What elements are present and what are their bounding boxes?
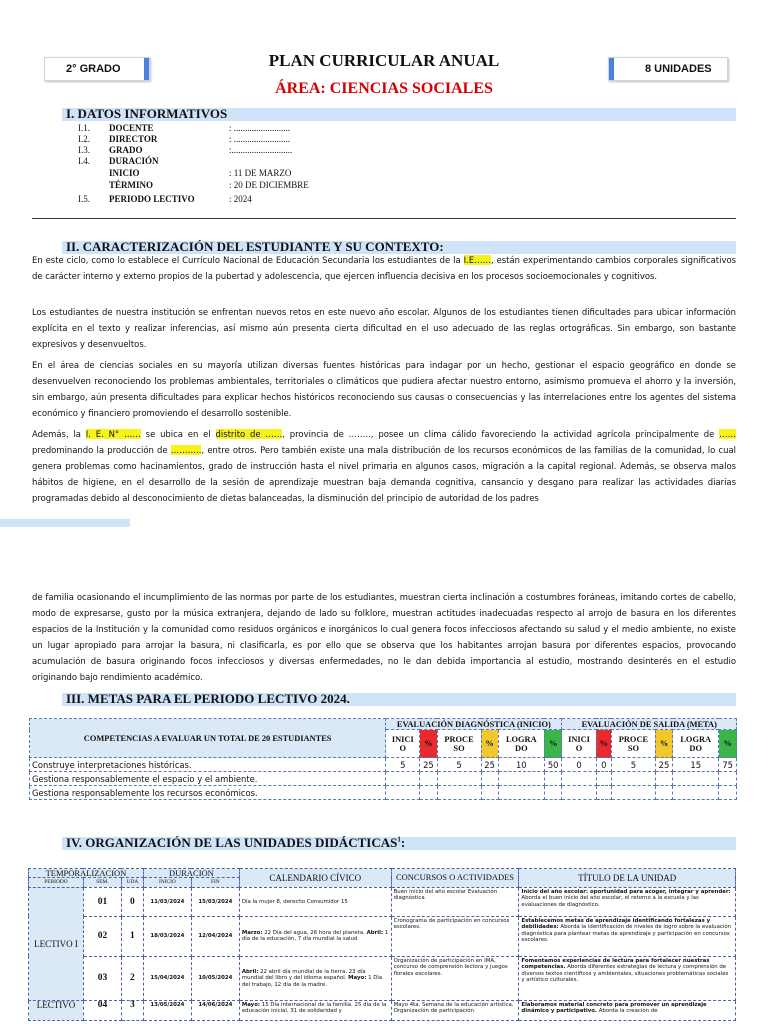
concurso-cell: Cronograma de participación en concursos escolares.: [391, 916, 519, 956]
periodo-cell: LECTIVO I: [29, 887, 84, 1000]
page-break-marker: [0, 519, 130, 527]
units-label: 8 UNIDADES: [645, 63, 712, 75]
sem-cell: 01: [83, 887, 121, 916]
value-cell: 5: [437, 758, 481, 772]
divider-line: [32, 218, 736, 219]
metas-sub-header: %: [596, 730, 611, 758]
titulo-cell: Establecemos metas de aprendizaje identificando fortalezas y debilidades: Aborda la identificación de niveles de logro sobre la evaluación diagnóstica para plantear metas de aprendizaje y participación en concursos escolares.: [519, 916, 736, 956]
metas-sub-header: %: [481, 730, 498, 758]
datos-label: TÉRMINO: [109, 180, 154, 190]
datos-row: I.5.: [78, 194, 90, 204]
titulo-cell: Fomentamos experiencias de lectura para fortalecer nuestras competencias. Aborda diferentes estrategias de lectura y comprensión de diversos textos científicos y ambientales, situaciones problemáticas sociales y artístico culturales.: [519, 956, 736, 1000]
metas-sub-header: PROCE SO: [611, 730, 655, 758]
highlight-distrito: distrito de ……: [215, 429, 283, 439]
unidades-table: [28, 868, 736, 1021]
header-concursos: CONCURSOS O ACTIVIDADES: [391, 869, 519, 888]
datos-label: DOCENTE: [109, 123, 154, 133]
paragraph-5: de familia ocasionando el incumplimiento de las normas por parte de los estudiantes, muestran cierta inclinación a costumbres foráneas, imitando cortes de cabello, modo de expresarse, gusto por la música extranjera, dejando de lado su folklore, muestran actitudes inadecuadas respecto al arrojo de basura en los diferentes espacios de la Institución y la comunidad como residuos orgánicos e inorgánicos lo cual genera focos infecciosos afectando su salud y el medio ambiente, no existe un lugar apropiado para arrojar la basura, ni clasificarla, es por ello que se observa que los habitantes arrojan basura por diferentes espacios, provocando acumulación de basura originando focos infecciosos y diversas enfermedades, no le dan debida importancia al estudio, mostrando desinterés en el estudio originando bajo rendimiento académico.: [32, 592, 736, 682]
datos-value: : .........................: [229, 134, 291, 144]
metas-header-salida: EVALUACIÓN DE SALIDA (META): [562, 719, 737, 730]
value-cell: 75: [719, 758, 737, 772]
datos-value: : .........................: [229, 123, 291, 133]
inicio-cell: 18/03/2024: [143, 916, 191, 956]
section-heading-datos: I. DATOS INFORMATIVOS: [66, 106, 228, 121]
value-cell: 25: [655, 758, 672, 772]
fin-cell: 10/05/2024: [191, 956, 239, 1000]
metas-sub-header: LOGRA DO: [673, 730, 719, 758]
datos-label: INICIO: [109, 168, 140, 178]
sem-cell: 02: [83, 916, 121, 956]
metas-sub-header: PROCE SO: [437, 730, 481, 758]
metas-sub-header: %: [655, 730, 672, 758]
metas-header-inicio: EVALUACIÓN DIAGNÓSTICA (INICIO): [386, 719, 562, 730]
header-uda: UDA: [121, 878, 143, 887]
competencia-cell: Gestiona responsablemente los recursos económicos.: [30, 786, 386, 800]
datos-value: : 11 DE MARZO: [229, 168, 292, 178]
datos-label: DURACIÓN: [109, 156, 159, 166]
uda-cell: 2: [121, 956, 143, 1000]
periodo-cell: LECTIVO: [29, 1000, 84, 1020]
grade-label: 2° GRADO: [66, 63, 121, 75]
concurso-cell: Buen inicio del año escolar Evaluación diagnóstica: [391, 887, 519, 916]
paragraph-2: Los estudiantes de nuestra institución se enfrentan nuevos retos en este nuevo año escolar. Algunos de los estudiantes tienen dificultades para ubicar información explícita en el texto y realizar inferencias, así mismo aún presenta cierta dificultad en el uso adecuado de las reglas ortográficas. Sin embargo, son bastante expresivos y desenvueltos.: [32, 307, 736, 349]
datos-row: I.1.: [78, 123, 90, 133]
concurso-cell: Organización de participación en IMA, concurso de comprensión lectora y juegos florales escolares.: [391, 956, 519, 1000]
metas-table: [29, 718, 737, 800]
titulo-cell: Inicio del año escolar: oportunidad para acoger, integrar y aprender: Aborda el buen inicio del año escolar, el retorno a la escuela y las evaluaciones de diagnóstico.: [519, 887, 736, 916]
datos-label: GRADO: [109, 145, 143, 155]
metas-sub-header: %: [544, 730, 562, 758]
highlight-ie-num: I. E. N° ……: [85, 429, 141, 439]
header-inicio: INICIO: [143, 878, 191, 887]
highlight-produccion: ………..: [170, 444, 202, 455]
inicio-cell: 11/03/2024: [143, 887, 191, 916]
sem-cell: 03: [83, 956, 121, 1000]
calendario-cell: Abril: 22 abril día mundial de la tierra. 23 día mundial del libro y del idioma español. Mayo: 1 Día del trabajo, 12 día de la madre.: [239, 956, 391, 1000]
section-heading-unidades: IV. ORGANIZACIÓN DE LAS UNIDADES DIDÁCTICAS$^1$:: [66, 835, 406, 850]
inicio-cell: 15/04/2024: [143, 956, 191, 1000]
metas-sub-header: INICI O: [562, 730, 596, 758]
table-row: [30, 786, 737, 800]
uda-cell: 1: [121, 916, 143, 956]
metas-sub-header: LOGRA DO: [498, 730, 544, 758]
competencia-cell: Gestiona responsablemente el espacio y el ambiente.: [30, 772, 386, 786]
metas-header-competencias: COMPETENCIAS A EVALUAR UN TOTAL DE 20 ESTUDIANTES: [30, 719, 386, 758]
metas-sub-header: %: [719, 730, 737, 758]
table-row: [30, 772, 737, 786]
datos-row: I.4.: [78, 156, 90, 166]
value-cell: 50: [544, 758, 562, 772]
value-cell: 5: [386, 758, 420, 772]
document-title: PLAN CURRICULAR ANUAL: [268, 51, 500, 70]
uda-cell: 0: [121, 887, 143, 916]
paragraph-3: En el área de ciencias sociales en su mayoría utilizan diversas fuentes históricas para indagar por un hecho, gestionar el espacio geográfico en donde se desenvuelven reconociendo los problemas ambientales, territoriales o climáticos que pudiera afectar nuestro entorno, asimismo promueva el ahorro y la inversión, sin embargo, aún presenta dificultades para explicar hechos históricos reconociendo sus causas o consecuencias y las interrelaciones entre los agentes del sistema económico y financiero promoviendo el desarrollo sostenible.: [32, 360, 736, 418]
header-titulo: TÍTULO DE LA UNIDAD: [519, 869, 736, 888]
value-cell: 5: [611, 758, 655, 772]
highlight-ie: I.E……: [463, 255, 491, 265]
datos-value: : 2024: [229, 194, 252, 204]
table-row: [29, 1000, 736, 1020]
concurso-cell: Mayo 4ta. Semana de la educación artística. Organización de participación: [391, 1000, 519, 1020]
fin-cell: 15/03/2024: [191, 887, 239, 916]
datos-value: :...........................: [229, 145, 293, 155]
highlight-blank: ……: [719, 429, 736, 439]
header-calendario: CALENDARIO CÍVICO: [239, 869, 391, 888]
table-row: [30, 758, 737, 772]
value-cell: 25: [420, 758, 437, 772]
table-row: [29, 916, 736, 956]
header-fin: FIN: [191, 878, 239, 887]
table-row: [29, 956, 736, 1000]
value-cell: 25: [481, 758, 498, 772]
header-sem: SEM.: [83, 878, 121, 887]
value-cell: 0: [562, 758, 596, 772]
value-cell: 0: [596, 758, 611, 772]
value-cell: 15: [673, 758, 719, 772]
fin-cell: 12/04/2024: [191, 916, 239, 956]
calendario-cell: Marzo: 22 Día del agua, 26 hora del planeta. Abril: 1 día de la educación, 7 día mundial la salud: [239, 916, 391, 956]
table-row: [29, 887, 736, 916]
titulo-cell: Elaboramos material concreto para promover un aprendizaje dinámico y participativo. Aborda la creación de: [519, 1000, 736, 1020]
metas-sub-header: INICI O: [386, 730, 420, 758]
paragraph-1: En este ciclo, como lo establece el Currículo Nacional de Educación Secundaria los estudiantes de la I.E……, están experimentando cambios corporales significativos de carácter interno y externo propios de la pubertad y adolescencia, que ejercen influencia decisiva en los procesos socioemocionales y cognitivos.: [32, 255, 737, 281]
header-duracion: DURACION: [143, 869, 239, 878]
calendario-cell: Día la mujer 8, derecho Consumidor 15: [239, 887, 391, 916]
datos-label: DIRECTOR: [109, 134, 158, 144]
section-heading-metas: III. METAS PARA EL PERIODO LECTIVO 2024.: [66, 691, 350, 706]
calendario-cell: Mayo: 15 Día internacional de la familia. 25 día de la educación inicial. 31 de solidaridad y: [239, 1000, 391, 1020]
datos-value: : 20 DE DICIEMBRE: [229, 180, 309, 190]
metas-sub-header: %: [420, 730, 437, 758]
datos-label: PERIODO LECTIVO: [109, 194, 195, 204]
sem-cell: 04: [83, 1000, 121, 1020]
area-title: ÁREA: CIENCIAS SOCIALES: [275, 80, 493, 97]
section-heading-caracterizacion: II. CARACTERIZACIÓN DEL ESTUDIANTE Y SU CONTEXTO:: [66, 239, 444, 254]
paragraph-4: Además, la I. E. N° …… se ubica en el distrito de ……, provincia de …….., posee un clima cálido favoreciendo la actividad agrícola principalmente de ……predominando la producción de ……….., entre otros. Pero también existe una mala distribución de los recursos económicos de las familias de la comunidad, lo cual genera problemas como hacinamientos, grado de instrucción hasta el nivel primaria en algunos casos, migración a la capital regional. Además, se observa malos hábitos de higiene, en el desarrollo de la sesión de aprendizaje muestran baja demanda cognitiva, cansancio y desgano para realizar las actividades diarias programadas debido al desconocimiento de dietas balanceadas, la disminución del principio de autoridad de los padres: [32, 429, 736, 503]
value-cell: 10: [498, 758, 544, 772]
datos-row: I.3.: [78, 145, 90, 155]
uda-cell: 3: [121, 1000, 143, 1020]
inicio-cell: 13/05/2024: [143, 1000, 191, 1020]
fin-cell: 14/06/2024: [191, 1000, 239, 1020]
header-periodo: PERIODO: [29, 878, 84, 887]
datos-row: I.2.: [78, 134, 90, 144]
header-temporalizacion: TEMPORALIZACION: [29, 869, 144, 878]
competencia-cell: Construye interpretaciones históricas.: [30, 758, 386, 772]
